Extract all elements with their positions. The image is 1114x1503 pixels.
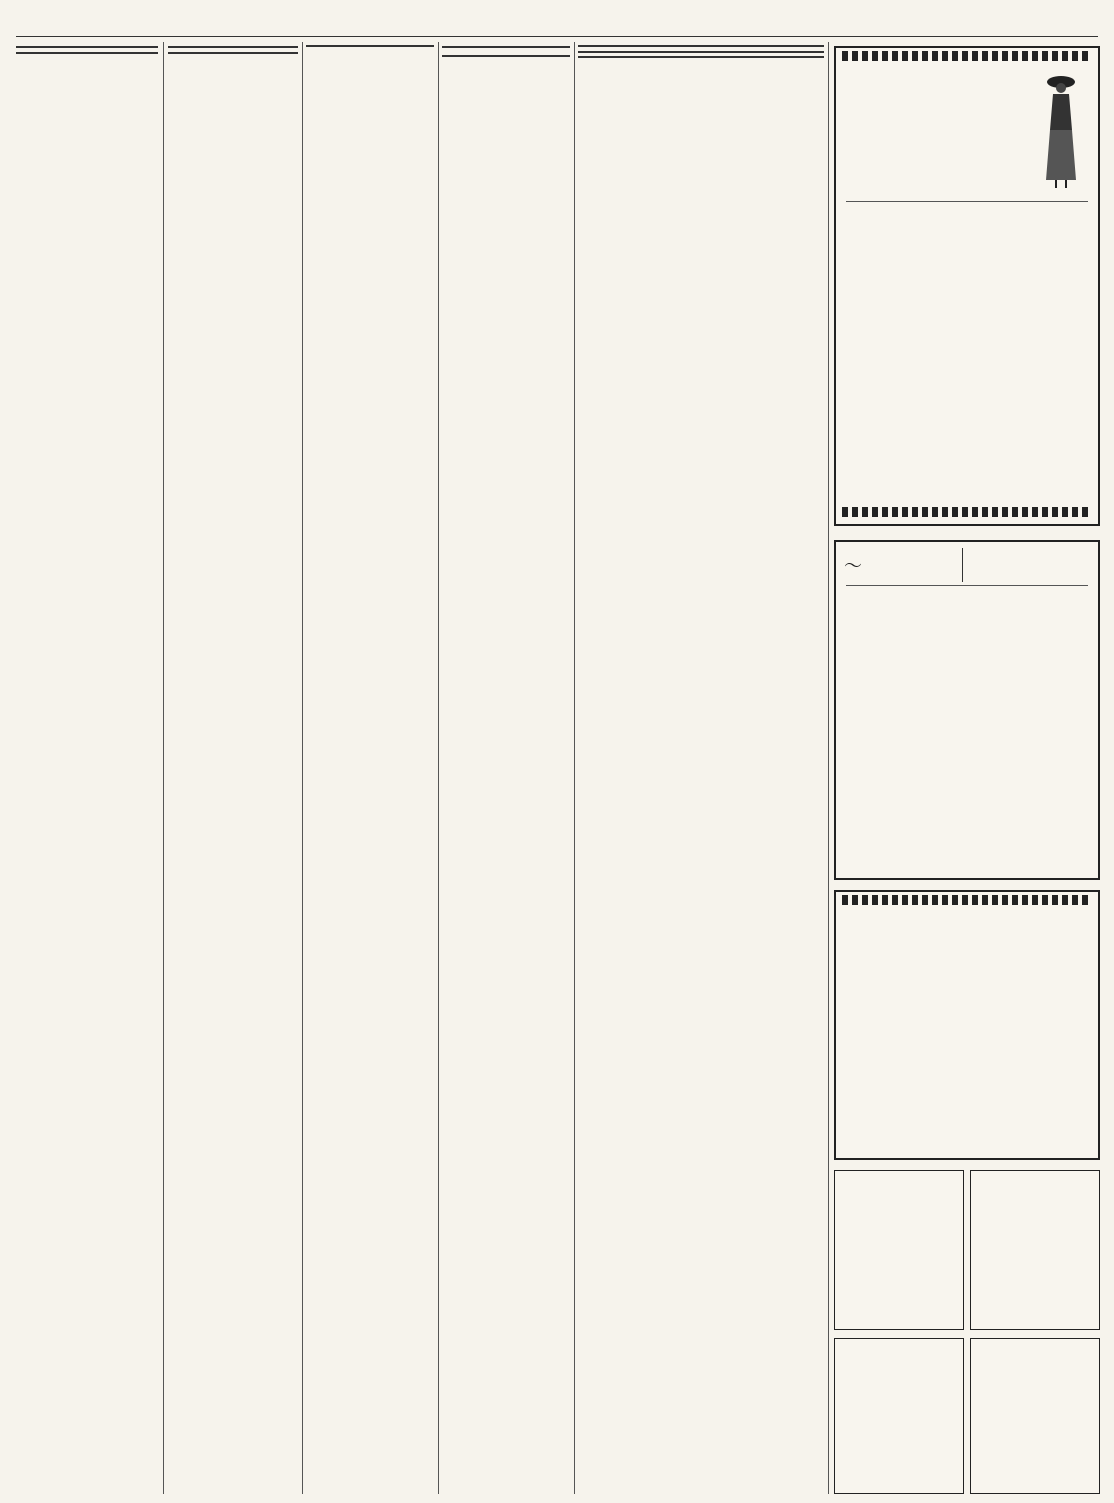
ad-pfahlert <box>970 1338 1100 1494</box>
column-rule <box>828 42 829 1494</box>
product-list <box>971 1357 1099 1361</box>
divider <box>578 45 824 47</box>
divider <box>306 45 434 47</box>
divider <box>168 52 298 54</box>
divider <box>16 52 158 54</box>
column-classifieds <box>578 42 824 1494</box>
ad-corbett <box>834 1170 964 1330</box>
column-telegrams <box>306 42 434 1494</box>
masthead-rule <box>16 36 1098 37</box>
ad-schroder <box>834 890 1100 1160</box>
divider <box>442 55 570 57</box>
divider <box>578 51 824 53</box>
column-rule <box>163 42 164 1494</box>
column-rule <box>574 42 575 1494</box>
divider <box>846 201 1088 202</box>
ad-laughton <box>970 1170 1100 1330</box>
decorative-border <box>842 51 1092 61</box>
ad-body <box>835 1343 963 1351</box>
tilde-ornament: ～ <box>844 556 862 577</box>
ad-headline <box>844 70 1034 190</box>
divider <box>168 46 298 48</box>
ad-ballantynes <box>834 540 1100 880</box>
lady-figure-icon <box>1034 70 1084 190</box>
ad-body <box>971 1175 1099 1179</box>
column-racing <box>442 42 570 1494</box>
divider <box>846 585 1088 586</box>
column-germany <box>16 42 158 1494</box>
ad-body <box>836 190 1098 198</box>
ad-rimu <box>834 1338 964 1494</box>
decorative-border <box>842 895 1092 905</box>
ad-headline <box>836 908 1098 924</box>
column-rule <box>302 42 303 1494</box>
ad-mcgruer <box>834 46 1100 526</box>
product-list <box>836 924 1098 930</box>
masthead <box>0 0 1114 40</box>
divider <box>578 56 824 58</box>
column-rule <box>438 42 439 1494</box>
decorative-border <box>842 507 1092 517</box>
divider <box>16 46 158 48</box>
column-misc <box>168 42 298 1494</box>
divider <box>442 46 570 48</box>
